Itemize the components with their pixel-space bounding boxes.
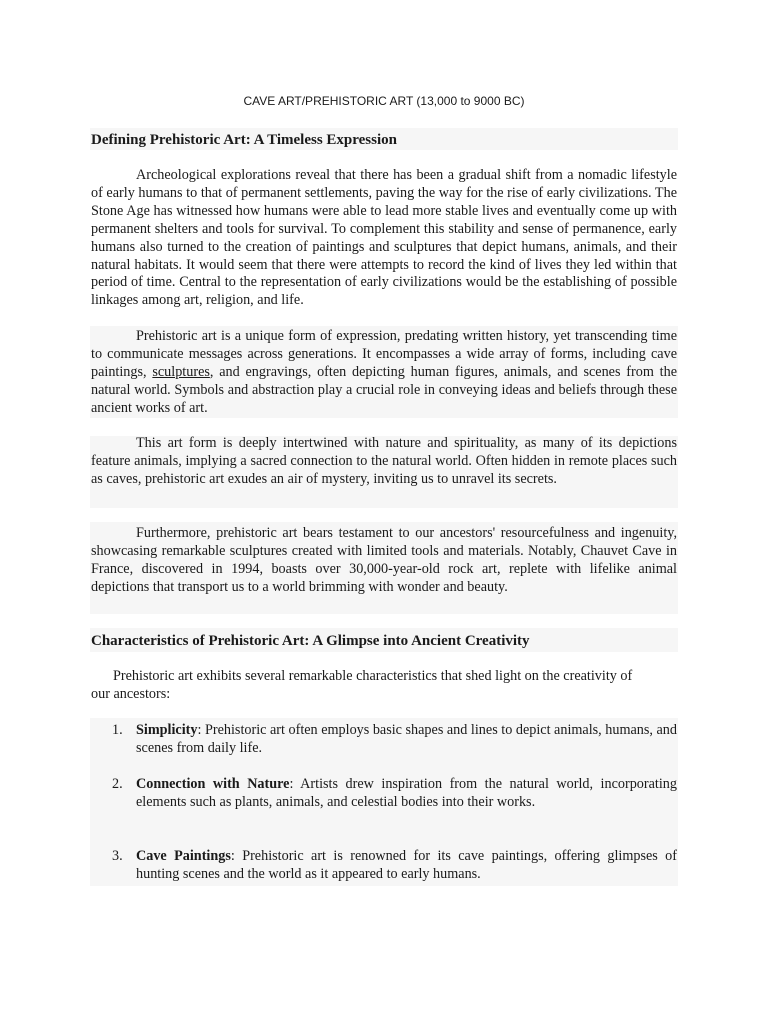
- paragraph-nature-spirituality: This art form is deeply intertwined with nature and spirituality, as many of its depictions feature animals, implying a sacred connection to the natural world. Often hidden in remote places such as caves, prehistoric art exudes an air of mystery, inviting us to unravel its secrets.: [91, 435, 677, 487]
- list-term: Simplicity: [136, 722, 198, 738]
- paragraph-unique-form: [91, 328, 677, 418]
- section-heading-defining: Defining Prehistoric Art: A Timeless Expression: [91, 132, 397, 148]
- paragraph-characteristics-intro: Prehistoric art exhibits several remarkable characteristics that shed light on the creativity of our ancestors:: [91, 668, 633, 702]
- list-number: 3.: [112, 848, 123, 864]
- list-text: : Artists drew inspiration from the natural world, incorporating elements such as plants, animals, and celestial bodies into their works.: [136, 776, 677, 810]
- list-term: Cave Paintings: [136, 848, 231, 864]
- paragraph-text: , and engravings, often depicting human figures, animals, and scenes from the natural world. Symbols and abstraction play a crucial role in conveying ideas and beliefs through these ancient works of art.: [91, 363, 677, 416]
- document-title: CAVE ART/PREHISTORIC ART (13,000 to 9000 BC): [243, 94, 525, 108]
- section-heading-characteristics: Characteristics of Prehistoric Art: A Glimpse into Ancient Creativity: [91, 633, 530, 649]
- paragraph-text: Prehistoric art is a unique form of expression, predating written history, yet transcending time to communicate messages across generations. It encompasses a wide array of forms, including cave paintings,: [91, 328, 677, 380]
- list-text: : Prehistoric art is renowned for its cave paintings, offering glimpses of hunting scenes and the world as it appeared to early humans.: [136, 848, 677, 882]
- list-number: 2.: [112, 776, 123, 792]
- paragraph-archeological: Archeological explorations reveal that there has been a gradual shift from a nomadic lifestyle of early humans to that of permanent settlements, paving the way for the rise of early civilizations. The Stone Age has witnessed how humans were able to lead more stable lives and eventually come up with permanent shelters and tools for survival. To complement this stability and sense of permanence, early humans also turned to the creation of paintings and sculptures that depict humans, animals, and their natural habitats. It would seem that there were attempts to record the kind of lives they led within that period of time. Central to the representation of early civilizations would be the establishing of possible linkages among art, religion, and life.: [91, 167, 677, 309]
- list-text: : Prehistoric art often employs basic shapes and lines to depict animals, humans, and scenes from daily life.: [136, 722, 677, 756]
- sculptures-link[interactable]: sculptures: [152, 363, 210, 380]
- list-term: Connection with Nature: [136, 776, 290, 792]
- paragraph-resourcefulness: Furthermore, prehistoric art bears testament to our ancestors' resourcefulness and ingenuity, showcasing remarkable sculptures created with limited tools and materials. Notably, Chauvet Cave in France, discovered in 1994, boasts over 30,000-year-old rock art, replete with lifelike animal depictions that transport us to a world brimming with wonder and beauty.: [91, 525, 677, 595]
- list-item: [112, 722, 677, 758]
- list-item: [112, 776, 677, 812]
- list-number: 1.: [112, 722, 123, 738]
- list-item: [112, 848, 677, 884]
